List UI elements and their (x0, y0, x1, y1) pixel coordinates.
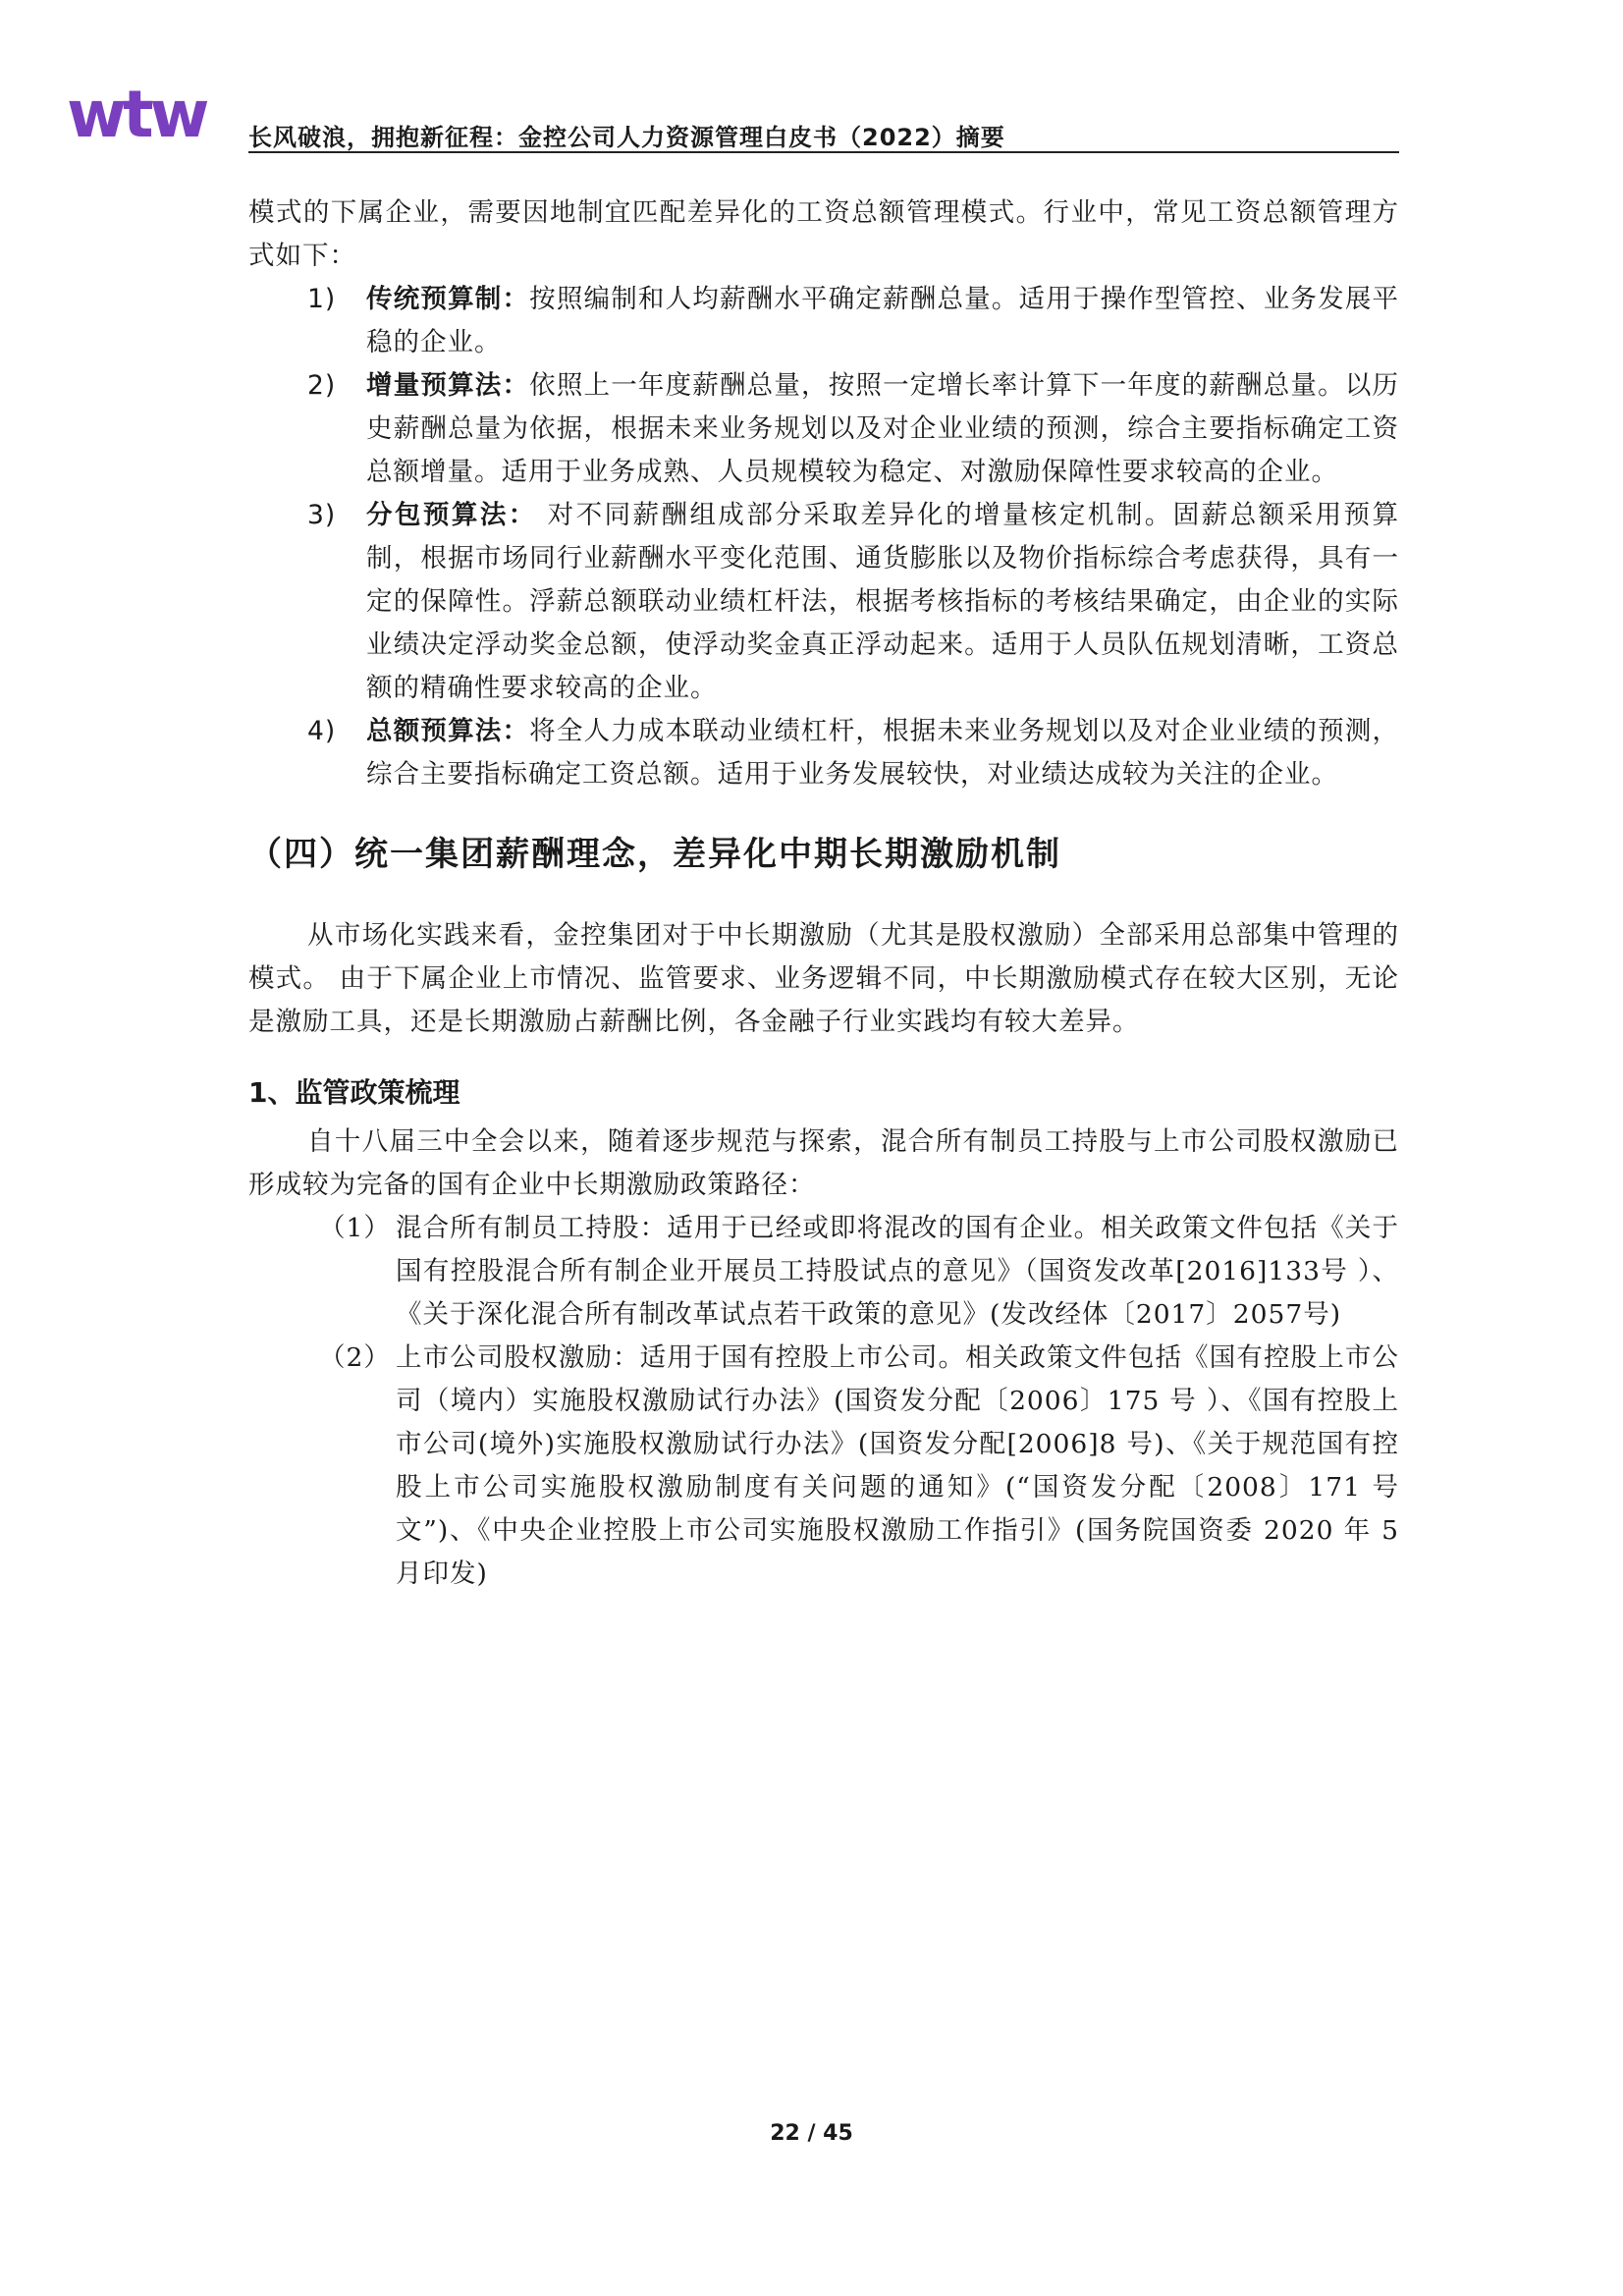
wtw-logo: wtw (67, 77, 206, 152)
list-item-term: 增量预算法： (366, 370, 530, 401)
list-item-number: （2） (319, 1342, 391, 1373)
list-item (248, 494, 1399, 710)
list-item-text: 上市公司股权激励：适用于国有控股上市公司。相关政策文件包括《国有控股上市公司（境内）实施股权激励试行办法》(国资发分配〔2006〕175 号 ）、《国有控股上市公司(境外)实施股权激励试行办法》(国资发分配[2006]8 号)、《关于规范国有控股上市公司实施股权激励制度有关问题的通知》(“国资发分配〔2008〕171 号文”)、《中央企业控股上市公司实施股权激励工作指引》(国务院国资委 2020 年 5 月印发) (396, 1342, 1399, 1589)
list-item (248, 1337, 1399, 1596)
header-divider (248, 151, 1399, 153)
list-item-number: 1) (307, 284, 337, 314)
subsection-paragraph: 自十八届三中全会以来，随着逐步规范与探索，混合所有制员工持股与上市公司股权激励已形成较为完备的国有企业中长期激励政策路径： (248, 1126, 1399, 1200)
list-item-text: 对不同薪酬组成部分采取差异化的增量核定机制。固薪总额采用预算制，根据市场同行业薪酬水平变化范围、通货膨胀以及物价指标综合考虑获得，具有一定的保障性。浮薪总额联动业绩杠杆法，根据考核指标的考核结果确定，由企业的实际业绩决定浮动奖金总额，使浮动奖金真正浮动起来。适用于人员队伍规划清晰，工资总额的精确性要求较高的企业。 (366, 500, 1399, 703)
page-number: 22 / 45 (770, 2121, 853, 2146)
list-item-text: 混合所有制员工持股：适用于已经或即将混改的国有企业。相关政策文件包括《关于国有控股混合所有制企业开展员工持股试点的意见》（国资发改革[2016]133号 ）、《关于深化混合所有制改革试点若干政策的意见》(发改经体〔2017〕2057号) (396, 1213, 1399, 1330)
list-item-text: 按照编制和人均薪酬水平确定薪酬总量。适用于操作型管控、业务发展平稳的企业。 (366, 284, 1400, 357)
list-item (248, 278, 1399, 364)
list-item-text: 依照上一年度薪酬总量，按照一定增长率计算下一年度的薪酬总量。以历史薪酬总量为依据，根据未来业务规划以及对企业业绩的预测，综合主要指标确定工资总额增量。适用于业务成熟、人员规模较为稳定、对激励保障性要求较高的企业。 (366, 370, 1400, 487)
list-item-text: 将全人力成本联动业绩杠杆，根据未来业务规划以及对企业业绩的预测，综合主要指标确定工资总额。适用于业务发展较快，对业绩达成较为关注的企业。 (366, 716, 1400, 790)
list-item-number: 2) (307, 370, 337, 401)
document-title: 长风破浪，拥抱新征程：金控公司人力资源管理白皮书（2022）摘要 (248, 124, 1005, 151)
section-heading: （四）统一集团薪酬理念，差异化中期长期激励机制 (248, 835, 1061, 874)
policy-list (248, 1207, 1399, 1596)
list-item-number: 3) (307, 500, 337, 530)
methods-list (248, 278, 1399, 796)
list-item (248, 710, 1399, 796)
list-item-number: 4) (307, 716, 337, 746)
list-item-term: 传统预算制： (366, 284, 530, 314)
list-item (248, 364, 1399, 494)
list-item-number: （1） (319, 1213, 391, 1243)
list-item-term: 总额预算法： (366, 716, 530, 746)
page-content (248, 191, 1399, 1596)
list-item (248, 1207, 1399, 1337)
list-item-term: 分包预算法： (366, 500, 537, 530)
subsection-heading: 1、监管政策梳理 (248, 1076, 460, 1109)
intro-paragraph: 模式的下属企业，需要因地制宜匹配差异化的工资总额管理模式。行业中，常见工资总额管理方式如下： (248, 197, 1399, 271)
section-paragraph: 从市场化实践来看，金控集团对于中长期激励（尤其是股权激励）全部采用总部集中管理的模式。 由于下属企业上市情况、监管要求、业务逻辑不同，中长期激励模式存在较大区别，无论是激励工具，还是长期激励占薪酬比例，各金融子行业实践均有较大差异。 (248, 920, 1399, 1037)
